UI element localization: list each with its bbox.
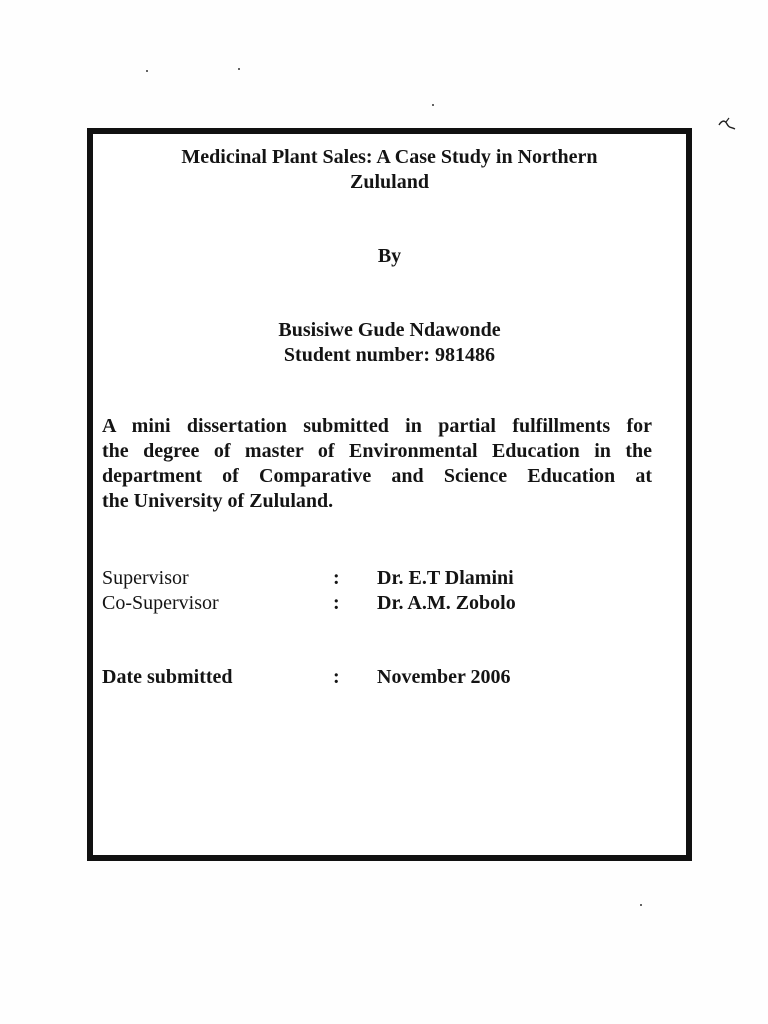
student-number: Student number: 981486 (283, 344, 496, 366)
separator: : (333, 666, 340, 688)
date-submitted-value: November 2006 (377, 666, 511, 688)
supervisor-row (102, 566, 662, 591)
dissertation-statement (102, 414, 652, 514)
co-supervisor-row (102, 591, 662, 616)
date-submitted-row (102, 665, 662, 690)
scan-speck (640, 904, 642, 906)
co-supervisor-label: Co-Supervisor (102, 592, 219, 614)
co-supervisor-name: Dr. A.M. Zobolo (377, 592, 516, 614)
statement-line: the degree of master of Environmental Education in the (102, 440, 652, 462)
separator: : (333, 567, 340, 589)
statement-line: department of Comparative and Science Education at (102, 465, 652, 487)
pen-mark (717, 116, 737, 132)
statement-line: the University of Zululand. (102, 490, 334, 512)
supervisor-label: Supervisor (102, 567, 189, 589)
scan-speck (238, 68, 240, 70)
date-submitted-label: Date submitted (102, 666, 233, 688)
scan-speck (432, 104, 434, 106)
supervisor-name: Dr. E.T Dlamini (377, 567, 514, 589)
author-name: Busisiwe Gude Ndawonde (278, 319, 501, 341)
separator: : (333, 592, 340, 614)
title-page-border (87, 128, 692, 861)
statement-line: A mini dissertation submitted in partial fulfillments for (102, 415, 652, 437)
scan-speck (146, 70, 148, 72)
title-line-1: Medicinal Plant Sales: A Case Study in Northern (181, 146, 598, 168)
by-label: By (377, 245, 402, 267)
author-block (93, 318, 686, 368)
title-line-2: Zululand (350, 171, 429, 193)
